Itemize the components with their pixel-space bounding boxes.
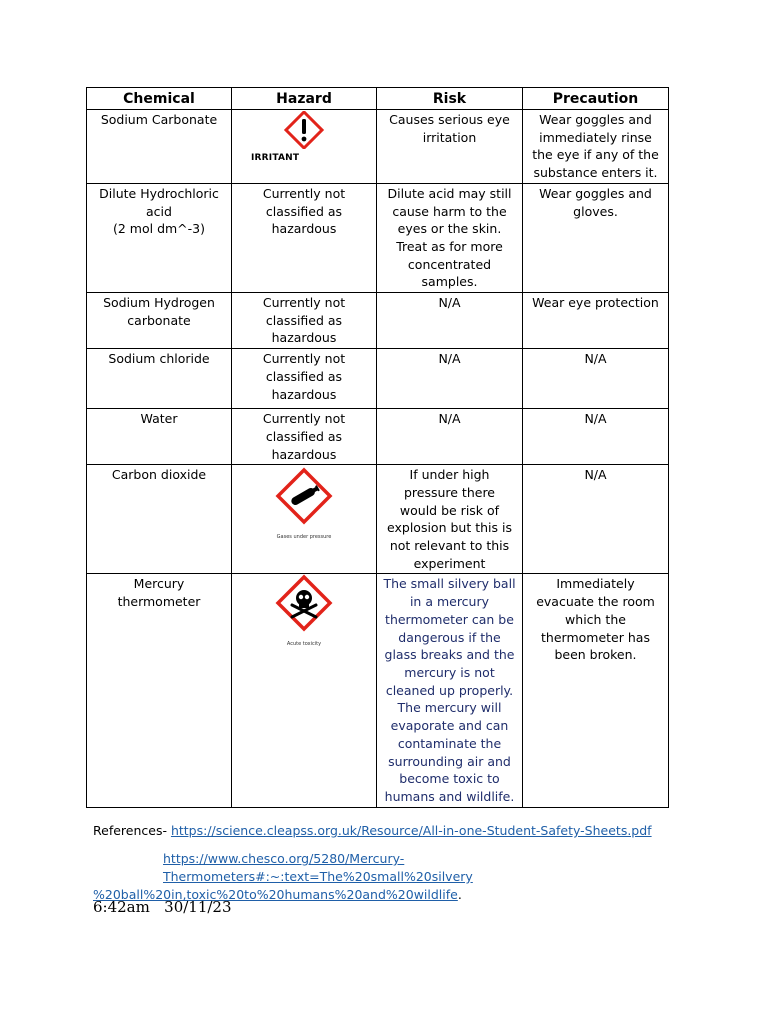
chemical-cell: Mercury thermometer — [87, 574, 232, 807]
gas-cylinder-pictogram-icon — [274, 467, 334, 527]
precaution-cell: Immediately evacuate the room which the thermometer has been broken. — [523, 574, 669, 807]
table-header-row — [87, 88, 669, 110]
table-row — [87, 110, 669, 184]
acute-toxicity-label: Acute toxicity — [286, 641, 322, 648]
risk-cell: N/A — [377, 409, 523, 465]
chemical-cell: Dilute Hydrochloric acid (2 mol dm^-3) — [87, 183, 232, 292]
risk-cell: Dilute acid may still cause harm to the eyes or the skin. Treat as for more concentrated samples. — [377, 183, 523, 292]
header-hazard: Hazard — [232, 88, 377, 110]
table-row — [87, 349, 669, 409]
chemical-cell: Carbon dioxide — [87, 465, 232, 574]
chemical-cell: Sodium Carbonate — [87, 110, 232, 184]
chesco-reference: https://www.chesco.org/5280/Mercury-Thermometers#:~:text=The%20small%20silvery %20ball%20in,toxic%20to%20humans%20and%20wildlife. — [93, 851, 473, 902]
table-row — [87, 465, 669, 574]
hazard-cell — [232, 574, 377, 807]
chemical-cell: Water — [87, 409, 232, 465]
risk-cell: N/A — [377, 293, 523, 349]
hazard-cell — [232, 465, 377, 574]
precaution-cell: N/A — [523, 409, 669, 465]
timestamp: 6:42am 30/11/23 — [93, 898, 232, 916]
table-row — [87, 409, 669, 465]
precaution-cell: Wear eye protection — [523, 293, 669, 349]
precaution-cell: Wear goggles and gloves. — [523, 183, 669, 292]
references-label: References- — [93, 823, 171, 838]
table-row — [87, 574, 669, 807]
hazard-cell: Currently not classified as hazardous — [232, 409, 377, 465]
gases-under-pressure-label: Gases under pressure — [276, 534, 332, 541]
precaution-cell: N/A — [523, 465, 669, 574]
chemical-cell: Sodium chloride — [87, 349, 232, 409]
risk-cell: N/A — [377, 349, 523, 409]
header-precaution: Precaution — [523, 88, 669, 110]
risk-cell: Causes serious eye irritation — [377, 110, 523, 184]
hazard-cell: Currently not classified as hazardous — [232, 293, 377, 349]
cleapss-link[interactable]: https://science.cleapss.org.uk/Resource/All-in-one-Student-Safety-Sheets.pdf — [170, 823, 652, 838]
risk-cell: The small silvery ball in a mercury thermometer can be dangerous if the glass breaks and the mercury is not cleaned up properly. The mercury will evaporate and can contaminate the surrounding air and become toxic to humans and wildlife. — [377, 574, 523, 807]
irritant-label: IRRITANT — [251, 153, 300, 163]
header-chemical: Chemical — [87, 88, 232, 110]
table-row — [87, 293, 669, 349]
precaution-cell: Wear goggles and immediately rinse the eye if any of the substance enters it. — [523, 110, 669, 184]
chesco-link[interactable]: https://www.chesco.org/5280/Mercury-Thermometers#:~:text=The%20small%20silvery %20ball%20in,toxic%20to%20humans%20and%20wildlife — [93, 851, 473, 902]
hazard-cell — [232, 110, 377, 184]
table-row — [87, 183, 669, 292]
references — [93, 822, 652, 840]
precaution-cell: N/A — [523, 349, 669, 409]
skull-crossbones-pictogram-icon — [274, 574, 334, 634]
header-risk: Risk — [377, 88, 523, 110]
exclamation-mark-pictogram-icon — [281, 111, 327, 149]
chemical-cell: Sodium Hydrogen carbonate — [87, 293, 232, 349]
safety-table — [86, 87, 669, 808]
hazard-cell: Currently not classified as hazardous — [232, 349, 377, 409]
hazard-cell: Currently not classified as hazardous — [232, 183, 377, 292]
risk-cell: If under high pressure there would be risk of explosion but this is not relevant to this experiment — [377, 465, 523, 574]
